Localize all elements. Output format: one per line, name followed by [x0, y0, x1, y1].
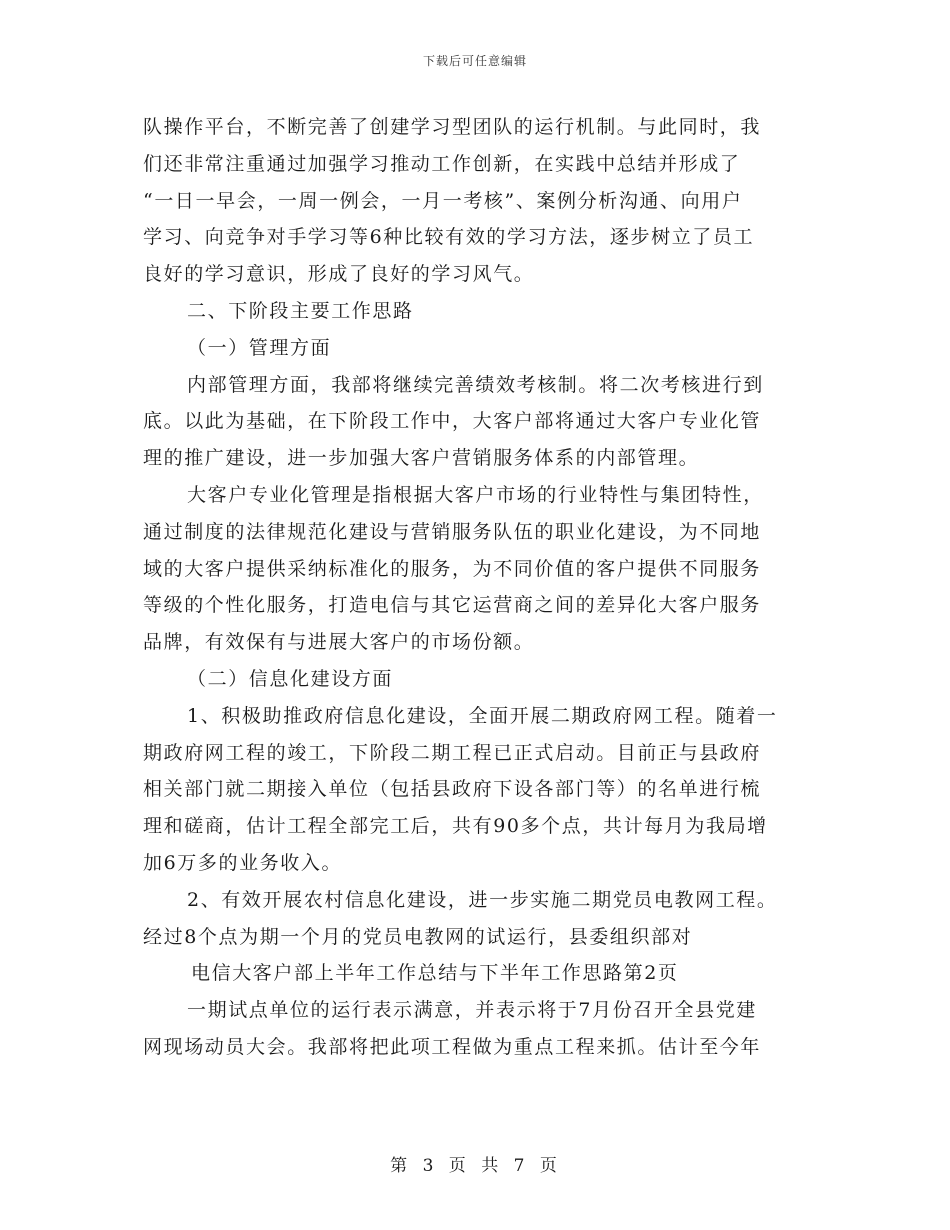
body-line: 大客户专业化管理是指根据大客户市场的行业特性与集团特性， [187, 483, 764, 506]
body-line: 底。以此为基础，在下阶段工作中，大客户部将通过大客户专业化管 [143, 410, 762, 433]
body-line: 内部管理方面，我部将继续完善绩效考核制。将二次考核进行到 [187, 373, 764, 396]
body-line: 通过制度的法律规范化建设与营销服务队伍的职业化建设，为不同地 [143, 520, 762, 543]
body-line: 理和磋商，估计工程全部完工后，共有90多个点，共计每月为我局增 [143, 815, 768, 838]
section-heading: 二、下阶段主要工作思路 [187, 299, 414, 322]
footer-total-pages: 7 [513, 1156, 528, 1176]
body-line: 理的推广建设，进一步加强大客户营销服务体系的内部管理。 [143, 447, 700, 470]
subsection-heading: （二）信息化建设方面 [187, 667, 394, 690]
body-line: 2、有效开展农村信息化建设，进一步实施二期党员电教网工程。 [187, 888, 778, 911]
body-line: 等级的个性化服务，打造电信与其它运营商之间的差异化大客户服务 [143, 594, 762, 617]
footer-ye: 页 [448, 1156, 469, 1176]
body-line: 良好的学习意识，形成了良好的学习风气。 [143, 263, 535, 286]
body-line: 网现场动员大会。我部将把此项工程做为重点工程来抓。估计至今年 [143, 1035, 762, 1058]
inline-page-title: 电信大客户部上半年工作总结与下半年工作思路第2页 [191, 962, 679, 985]
page-footer [0, 1155, 950, 1177]
body-line: 一期试点单位的运行表示满意，并表示将于7月份召开全县党建 [187, 999, 757, 1022]
body-line: 经过8个点为期一个月的党员电教网的试运行，县委组织部对 [143, 925, 693, 948]
body-line: 相关部门就二期接入单位（包括县政府下设各部门等）的名单进行梳 [143, 778, 762, 801]
body-line: 期政府网工程的竣工，下阶段二期工程已正式启动。目前正与县政府 [143, 741, 762, 764]
body-line: 域的大客户提供采纳标准化的服务，为不同价值的客户提供不同服务 [143, 557, 762, 580]
body-line: 1、积极助推政府信息化建设，全面开展二期政府网工程。随着一 [187, 704, 778, 727]
body-line: 品牌，有效保有与进展大客户的市场份额。 [143, 631, 535, 654]
body-line: “一日一早会，一周一例会，一月一考核”、案例分析沟通、向用户 [143, 189, 743, 212]
body-line: 们还非常注重通过加强学习推动工作创新，在实践中总结并形成了 [143, 152, 741, 175]
footer-page-number: 3 [422, 1156, 437, 1176]
footer-di: 第 [390, 1156, 411, 1176]
subsection-heading: （一）管理方面 [187, 336, 332, 359]
footer-ye2: 页 [539, 1156, 560, 1176]
body-line: 加6万多的业务收入。 [143, 851, 343, 874]
document-body [143, 112, 807, 1069]
body-line: 学习、向竞争对手学习等6种比较有效的学习方法，逐步树立了员工 [143, 226, 755, 249]
body-line: 队操作平台，不断完善了创建学习型团队的运行机制。与此同时，我 [143, 116, 762, 138]
footer-gong: 共 [481, 1156, 502, 1176]
page-header: 下载后可任意编辑 [422, 54, 527, 68]
